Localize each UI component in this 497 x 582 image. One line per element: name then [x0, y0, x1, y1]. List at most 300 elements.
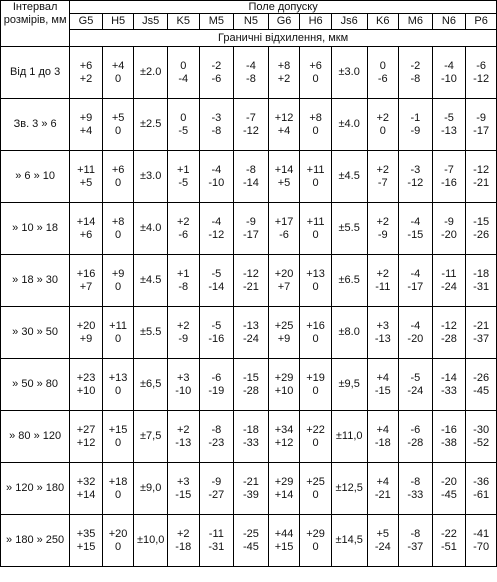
deviation-cell	[300, 203, 332, 255]
upper-deviation: -7	[246, 111, 256, 124]
column-header: Js5	[134, 14, 168, 30]
deviation-cell	[367, 463, 399, 515]
upper-deviation: +27	[76, 423, 96, 436]
upper-deviation: +2	[376, 215, 390, 228]
upper-deviation: -4	[211, 215, 222, 228]
upper-deviation: +5	[376, 527, 390, 540]
size-range-cell: » 120 » 180	[1, 463, 70, 515]
upper-deviation: -4	[211, 163, 222, 176]
size-range-cell: » 30 » 50	[1, 307, 70, 359]
column-header: M5	[199, 14, 234, 30]
deviations-header: Граничні відхилення, мкм	[70, 30, 497, 47]
lower-deviation: +4	[277, 124, 291, 137]
lower-deviation: -38	[441, 436, 457, 449]
deviation-cell	[199, 411, 234, 463]
lower-deviation: -13	[175, 436, 192, 449]
upper-deviation: -3	[211, 111, 222, 124]
lower-deviation: 0	[115, 332, 122, 345]
upper-deviation: -14	[441, 371, 457, 384]
deviation-cell	[199, 359, 234, 411]
lower-deviation: -39	[242, 488, 259, 501]
column-header: M6	[399, 14, 433, 30]
upper-deviation: +3	[176, 475, 190, 488]
deviation-cell	[199, 255, 234, 307]
deviation-cell	[432, 463, 466, 515]
deviation-cell	[234, 463, 269, 515]
lower-deviation: -13	[441, 124, 457, 137]
upper-deviation: +23	[76, 371, 96, 384]
lower-deviation: -8	[246, 72, 256, 85]
deviation-cell	[300, 463, 332, 515]
lower-deviation: 0	[312, 124, 319, 137]
lower-deviation: +5	[277, 176, 291, 189]
lower-deviation: -33	[441, 384, 457, 397]
upper-deviation: +20	[108, 527, 128, 540]
lower-deviation: -9	[410, 124, 421, 137]
lower-deviation: -33	[242, 436, 259, 449]
lower-deviation: +14	[274, 488, 294, 501]
column-header: G6	[268, 14, 300, 30]
deviation-cell	[300, 47, 332, 99]
upper-deviation: +4	[376, 475, 390, 488]
deviation-cell	[331, 255, 367, 307]
deviation-cell	[432, 99, 466, 151]
tolerance-field-header: Поле допуску	[70, 1, 497, 14]
deviation-cell	[102, 203, 134, 255]
deviation-cell	[399, 47, 433, 99]
lower-deviation: -28	[441, 332, 457, 345]
lower-deviation: -12	[242, 124, 259, 137]
column-header: K6	[367, 14, 399, 30]
deviation-cell	[134, 307, 168, 359]
upper-deviation: +6	[111, 163, 125, 176]
lower-deviation: -61	[473, 488, 490, 501]
upper-deviation: -13	[242, 319, 259, 332]
table-row	[1, 203, 497, 255]
deviation-cell	[70, 359, 103, 411]
column-codes-row	[1, 14, 497, 30]
deviation-cell	[199, 99, 234, 151]
lower-deviation: +7	[277, 280, 291, 293]
lower-deviation: -21	[374, 488, 391, 501]
upper-deviation: -15	[242, 371, 259, 384]
upper-deviation: ±10,0	[136, 534, 165, 546]
lower-deviation: -31	[473, 280, 490, 293]
deviation-cell	[432, 411, 466, 463]
lower-deviation: -31	[208, 540, 225, 553]
deviation-cell	[331, 47, 367, 99]
deviation-cell	[432, 307, 466, 359]
lower-deviation: -7	[377, 176, 388, 189]
column-header: K5	[167, 14, 199, 30]
deviation-cell	[331, 411, 367, 463]
upper-deviation: +4	[376, 371, 390, 384]
deviation-cell	[331, 515, 367, 567]
deviation-cell	[234, 151, 269, 203]
lower-deviation: -37	[407, 540, 424, 553]
deviation-cell	[432, 151, 466, 203]
upper-deviation: -41	[473, 527, 490, 540]
upper-deviation: -25	[242, 527, 259, 540]
upper-deviation: -6	[476, 59, 487, 72]
upper-deviation: ±4.0	[338, 118, 360, 130]
table-row	[1, 359, 497, 411]
upper-deviation: -5	[211, 319, 222, 332]
deviation-cell	[268, 515, 300, 567]
upper-deviation: +4	[111, 59, 125, 72]
upper-deviation: +11	[77, 163, 95, 176]
lower-deviation: -10	[175, 384, 192, 397]
deviation-cell	[199, 307, 234, 359]
lower-deviation: -37	[473, 332, 490, 345]
upper-deviation: +32	[76, 475, 96, 488]
lower-deviation: -9	[377, 228, 388, 241]
lower-deviation: -21	[473, 176, 490, 189]
lower-deviation: 0	[379, 124, 386, 137]
lower-deviation: +10	[274, 384, 294, 397]
table-row	[1, 411, 497, 463]
upper-deviation: -9	[246, 215, 256, 228]
upper-deviation: +25	[306, 475, 325, 488]
lower-deviation: +12	[274, 436, 294, 449]
size-range-cell: » 18 » 30	[1, 255, 70, 307]
lower-deviation: 0	[115, 280, 122, 293]
upper-deviation: +3	[376, 319, 390, 332]
lower-deviation: -14	[242, 176, 259, 189]
lower-deviation: -21	[242, 280, 259, 293]
lower-deviation: +10	[76, 384, 96, 397]
deviation-cell	[399, 255, 433, 307]
upper-deviation: ±8.0	[338, 326, 360, 338]
upper-deviation: -7	[444, 163, 454, 176]
table-row	[1, 255, 497, 307]
column-header: H6	[300, 14, 332, 30]
size-range-cell: Зв. 3 » 6	[1, 99, 70, 151]
deviation-cell	[234, 411, 269, 463]
upper-deviation: ±3.0	[140, 170, 162, 182]
deviation-cell	[70, 47, 103, 99]
lower-deviation: 0	[115, 488, 122, 501]
lower-deviation: -17	[473, 124, 490, 137]
lower-deviation: -45	[441, 488, 457, 501]
deviation-cell	[300, 151, 332, 203]
lower-deviation: -28	[407, 436, 424, 449]
deviation-cell	[102, 411, 134, 463]
upper-deviation: +9	[111, 267, 125, 280]
upper-deviation: ±7,5	[140, 430, 162, 442]
lower-deviation: -24	[374, 540, 391, 553]
deviation-cell	[367, 359, 399, 411]
upper-deviation: -20	[441, 475, 457, 488]
upper-deviation: -12	[441, 319, 457, 332]
upper-deviation: -5	[444, 111, 454, 124]
deviation-cell	[199, 151, 234, 203]
deviation-cell	[466, 255, 497, 307]
upper-deviation: ±6,5	[140, 378, 162, 390]
deviation-cell	[134, 203, 168, 255]
upper-deviation: +2	[176, 527, 190, 540]
upper-deviation: +1	[176, 267, 190, 280]
column-header: G5	[70, 14, 103, 30]
upper-deviation: ±2.5	[140, 118, 162, 130]
lower-deviation: +15	[76, 540, 96, 553]
deviation-cell	[399, 203, 433, 255]
deviation-cell	[268, 203, 300, 255]
upper-deviation: ±14,5	[335, 534, 363, 546]
lower-deviation: +7	[79, 280, 93, 293]
size-range-cell: » 6 » 10	[1, 151, 70, 203]
upper-deviation: -6	[410, 423, 421, 436]
lower-deviation: -70	[473, 540, 490, 553]
upper-deviation: +11	[306, 215, 325, 228]
deviation-cell	[102, 99, 134, 151]
table-row	[1, 99, 497, 151]
upper-deviation: +15	[108, 423, 128, 436]
upper-deviation: +29	[274, 371, 294, 384]
upper-deviation: +19	[306, 371, 325, 384]
upper-deviation: -18	[473, 267, 490, 280]
upper-deviation: +6	[79, 59, 93, 72]
lower-deviation: -10	[441, 72, 457, 85]
deviation-cell	[234, 203, 269, 255]
deviation-cell	[234, 47, 269, 99]
deviation-cell	[466, 463, 497, 515]
size-range-cell: » 10 » 18	[1, 203, 70, 255]
lower-deviation: -23	[208, 436, 225, 449]
deviation-cell	[399, 151, 433, 203]
deviation-cell	[331, 307, 367, 359]
upper-deviation: -22	[441, 527, 457, 540]
size-range-cell: » 50 » 80	[1, 359, 70, 411]
lower-deviation: -5	[178, 124, 189, 137]
lower-deviation: -6	[377, 72, 388, 85]
upper-deviation: -9	[476, 111, 487, 124]
lower-deviation: -13	[374, 332, 391, 345]
upper-deviation: -4	[410, 215, 421, 228]
deviation-cell	[331, 151, 367, 203]
deviation-cell	[432, 359, 466, 411]
upper-deviation: ±5.5	[140, 326, 162, 338]
deviation-cell	[466, 203, 497, 255]
deviation-cell	[399, 307, 433, 359]
upper-deviation: +13	[306, 267, 325, 280]
lower-deviation: -45	[473, 384, 490, 397]
upper-deviation: +9	[79, 111, 93, 124]
lower-deviation: -12	[473, 72, 490, 85]
lower-deviation: -52	[473, 436, 490, 449]
deviation-cell	[399, 463, 433, 515]
lower-deviation: 0	[312, 436, 319, 449]
lower-deviation: -27	[208, 488, 225, 501]
upper-deviation: +12	[274, 111, 294, 124]
upper-deviation: -4	[410, 267, 421, 280]
upper-deviation: ±6.5	[338, 274, 360, 286]
deviation-cell	[102, 255, 134, 307]
upper-deviation: ±2.0	[140, 66, 162, 78]
deviation-cell	[466, 99, 497, 151]
deviation-cell	[70, 411, 103, 463]
upper-deviation: -1	[410, 111, 421, 124]
deviation-cell	[70, 515, 103, 567]
lower-deviation: 0	[115, 540, 122, 553]
interval-header: Інтервал розмірів, мм	[1, 1, 70, 47]
upper-deviation: ±9,5	[338, 378, 360, 390]
deviation-cell	[367, 203, 399, 255]
deviation-cell	[367, 47, 399, 99]
lower-deviation: 0	[115, 124, 122, 137]
lower-deviation: -18	[374, 436, 391, 449]
upper-deviation: +8	[111, 215, 125, 228]
deviation-cell	[102, 463, 134, 515]
lower-deviation: -51	[441, 540, 457, 553]
upper-deviation: +14	[274, 163, 294, 176]
upper-deviation: -26	[473, 371, 490, 384]
deviation-cell	[102, 47, 134, 99]
deviation-cell	[432, 47, 466, 99]
upper-deviation: +13	[108, 371, 128, 384]
upper-deviation: +18	[108, 475, 128, 488]
upper-deviation: ±3.0	[338, 66, 360, 78]
upper-deviation: +2	[176, 215, 190, 228]
deviation-cell	[268, 47, 300, 99]
deviation-cell	[300, 515, 332, 567]
lower-deviation: -4	[178, 72, 189, 85]
deviation-cell	[399, 99, 433, 151]
deviation-cell	[234, 515, 269, 567]
lower-deviation: -45	[242, 540, 259, 553]
upper-deviation: -12	[242, 267, 259, 280]
deviation-cell	[199, 515, 234, 567]
lower-deviation: +2	[277, 72, 291, 85]
deviation-cell	[268, 151, 300, 203]
deviation-cell	[466, 411, 497, 463]
upper-deviation: +22	[306, 423, 325, 436]
lower-deviation: -6	[211, 72, 222, 85]
upper-deviation: -8	[211, 423, 222, 436]
upper-deviation: +2	[376, 163, 390, 176]
table-row	[1, 515, 497, 567]
upper-deviation: -8	[246, 163, 256, 176]
lower-deviation: -24	[441, 280, 457, 293]
lower-deviation: +6	[79, 228, 93, 241]
lower-deviation: 0	[312, 176, 319, 189]
lower-deviation: +9	[79, 332, 93, 345]
deviation-cell	[367, 151, 399, 203]
upper-deviation: -5	[211, 267, 222, 280]
upper-deviation: ±4.5	[338, 170, 360, 182]
deviation-cell	[167, 47, 199, 99]
deviation-cell	[199, 463, 234, 515]
upper-deviation: +29	[274, 475, 294, 488]
lower-deviation: -6	[178, 228, 189, 241]
deviation-cell	[234, 307, 269, 359]
lower-deviation: +4	[79, 124, 93, 137]
deviation-cell	[134, 151, 168, 203]
deviation-cell	[367, 515, 399, 567]
upper-deviation: ±9,0	[140, 482, 162, 494]
deviation-cell	[70, 151, 103, 203]
deviation-cell	[70, 203, 103, 255]
size-range-cell: » 80 » 120	[1, 411, 70, 463]
upper-deviation: 0	[180, 111, 187, 124]
upper-deviation: +17	[274, 215, 294, 228]
lower-deviation: -10	[208, 176, 225, 189]
table-row	[1, 463, 497, 515]
deviation-cell	[268, 411, 300, 463]
lower-deviation: +12	[76, 436, 96, 449]
lower-deviation: -16	[208, 332, 225, 345]
upper-deviation: -16	[441, 423, 457, 436]
lower-deviation: -28	[242, 384, 259, 397]
upper-deviation: -21	[242, 475, 259, 488]
upper-deviation: +2	[376, 111, 390, 124]
deviation-cell	[102, 307, 134, 359]
upper-deviation: -6	[211, 371, 222, 384]
upper-deviation: -36	[473, 475, 490, 488]
deviation-cell	[466, 47, 497, 99]
deviation-cell	[70, 307, 103, 359]
upper-deviation: +11	[109, 319, 128, 332]
lower-deviation: -26	[473, 228, 490, 241]
deviation-cell	[167, 411, 199, 463]
lower-deviation: 0	[312, 384, 319, 397]
upper-deviation: +2	[176, 423, 190, 436]
deviation-cell	[268, 307, 300, 359]
lower-deviation: +9	[277, 332, 291, 345]
upper-deviation: -5	[410, 371, 421, 384]
lower-deviation: -16	[441, 176, 457, 189]
upper-deviation: -9	[211, 475, 222, 488]
lower-deviation: 0	[312, 228, 319, 241]
upper-deviation: -8	[410, 475, 421, 488]
lower-deviation: +14	[76, 488, 96, 501]
upper-deviation: -3	[410, 163, 421, 176]
upper-deviation: -2	[410, 59, 421, 72]
deviation-cell	[367, 99, 399, 151]
deviation-cell	[399, 411, 433, 463]
deviation-cell	[268, 99, 300, 151]
upper-deviation: -12	[473, 163, 490, 176]
upper-deviation: +2	[376, 267, 390, 280]
deviation-cell	[234, 99, 269, 151]
upper-deviation: +20	[76, 319, 96, 332]
lower-deviation: -20	[407, 332, 424, 345]
lower-deviation: +2	[79, 72, 93, 85]
upper-deviation: -11	[441, 267, 457, 280]
deviation-cell	[199, 203, 234, 255]
deviation-cell	[102, 515, 134, 567]
lower-deviation: -9	[178, 332, 189, 345]
deviation-cell	[466, 151, 497, 203]
deviation-cell	[300, 255, 332, 307]
upper-deviation: +1	[176, 163, 190, 176]
lower-deviation: -24	[242, 332, 259, 345]
lower-deviation: -24	[407, 384, 424, 397]
lower-deviation: -15	[374, 384, 391, 397]
upper-deviation: 0	[180, 59, 187, 72]
upper-deviation: ±12,5	[335, 482, 363, 494]
deviation-cell	[331, 203, 367, 255]
upper-deviation: +8	[277, 59, 291, 72]
deviation-cell	[167, 255, 199, 307]
deviation-cell	[167, 151, 199, 203]
lower-deviation: -19	[208, 384, 225, 397]
table-row	[1, 151, 497, 203]
deviation-cell	[432, 255, 466, 307]
lower-deviation: +5	[79, 176, 93, 189]
upper-deviation: +8	[309, 111, 322, 124]
deviation-cell	[399, 359, 433, 411]
